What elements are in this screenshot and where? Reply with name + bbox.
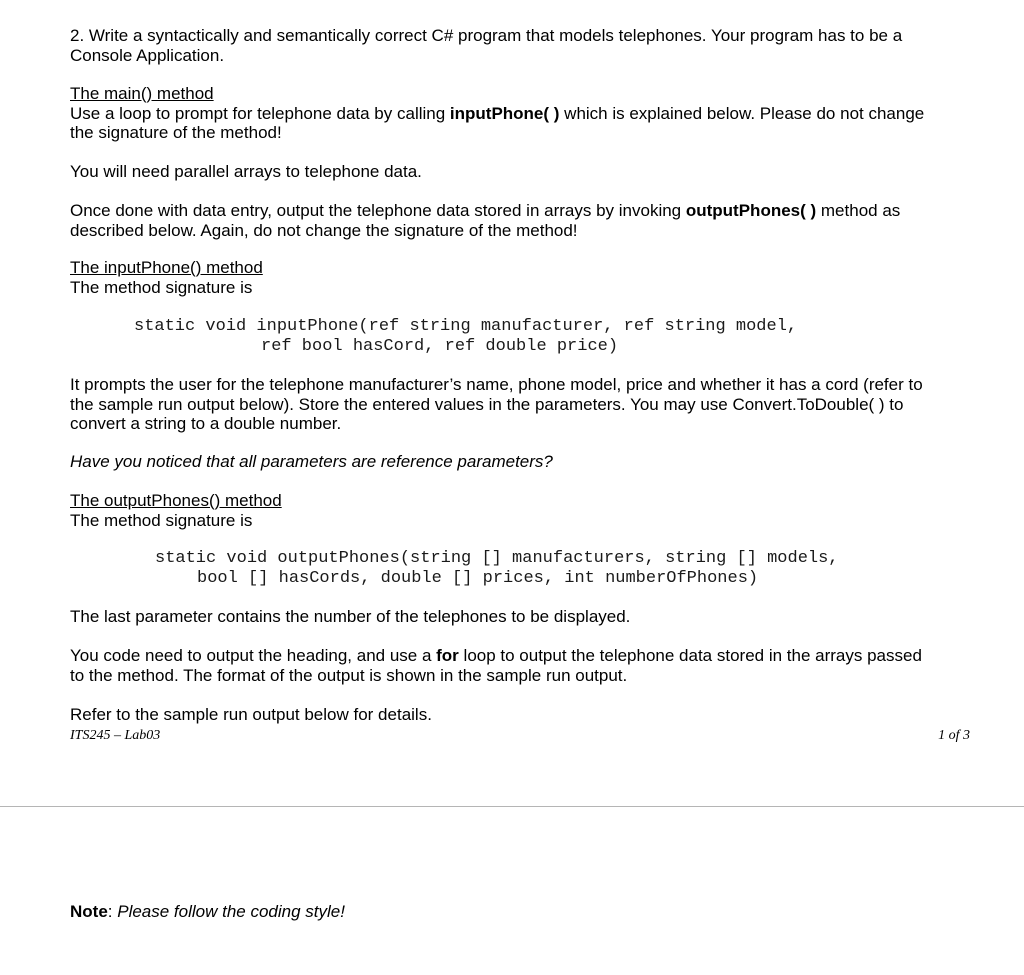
main-paragraph-2: You will need parallel arrays to telephone data. xyxy=(70,162,422,181)
section-heading-output: The outputPhones() method xyxy=(70,491,282,510)
description-line: the sample run output below). Store the entered values in the parameters. You may use Convert.ToDouble( ) to xyxy=(70,394,904,414)
intro-paragraph xyxy=(70,26,970,65)
text-run: Once done with data entry, output the telephone data stored in arrays by invoking xyxy=(70,201,686,220)
text-run: loop to output the telephone data stored in the arrays passed xyxy=(458,646,922,665)
output-paragraph-2 xyxy=(70,646,970,685)
signature-intro: The method signature is xyxy=(70,277,253,297)
main-paragraph-1-line2: the signature of the method! xyxy=(70,123,282,142)
intro-line: 2. Write a syntactically and semantically correct C# program that models telephones. Your program has to be a xyxy=(70,26,903,45)
main-paragraph-1 xyxy=(70,104,970,124)
output-phones-section xyxy=(70,491,970,530)
note-text: Please follow the coding style! xyxy=(117,902,345,921)
output-paragraph-1: The last parameter contains the number of the telephones to be displayed. xyxy=(70,607,631,626)
section-heading-input: The inputPhone() method xyxy=(70,258,263,277)
description-line: It prompts the user for the telephone manufacturer’s name, phone model, price and whether it has a cord (refer to xyxy=(70,375,923,394)
code-line: static void inputPhone(ref string manufacturer, ref string model, xyxy=(134,317,798,336)
code-line: bool [] hasCords, double [] prices, int numberOfPhones) xyxy=(197,569,759,588)
page-divider xyxy=(0,806,1024,807)
main-paragraph-3-line2: described below. Again, do not change the signature of the method! xyxy=(70,220,578,240)
intro-line: Console Application. xyxy=(70,45,225,65)
italic-note: Have you noticed that all parameters are reference parameters? xyxy=(70,452,553,471)
note-colon: : xyxy=(107,902,118,921)
output-paragraph-3: Refer to the sample run output below for details. xyxy=(70,705,432,724)
section-heading-main: The main() method xyxy=(70,84,214,103)
main-paragraph-3 xyxy=(70,201,970,240)
coding-style-note xyxy=(70,902,345,922)
keyword-for: for xyxy=(436,646,459,665)
footer-course-label: ITS245 – Lab03 xyxy=(70,728,161,743)
page-footer xyxy=(70,728,970,744)
main-method-section xyxy=(70,84,970,143)
reference-note xyxy=(70,452,970,472)
text-run: which is explained below. Please do not change xyxy=(559,103,925,123)
input-description xyxy=(70,375,970,434)
signature-intro: The method signature is xyxy=(70,510,253,530)
description-line: convert a string to a double number. xyxy=(70,414,342,433)
code-line: static void outputPhones(string [] manufacturers, string [] models, xyxy=(155,549,839,568)
note-label: Note xyxy=(70,902,108,921)
method-name-input-phone: inputPhone( ) xyxy=(449,103,560,123)
code-line: ref bool hasCord, ref double price) xyxy=(261,337,619,356)
text-run: method as xyxy=(816,201,901,220)
method-name-output-phones: outputPhones( ) xyxy=(685,201,817,220)
output-paragraph-2-line2: to the method. The format of the output is shown in the sample run output. xyxy=(70,665,628,685)
text-run: You code need to output the heading, and use a xyxy=(70,646,437,665)
footer-page-number: 1 of 3 xyxy=(938,728,970,743)
input-phone-section xyxy=(70,258,970,297)
text-run: Use a loop to prompt for telephone data by calling xyxy=(70,103,450,123)
